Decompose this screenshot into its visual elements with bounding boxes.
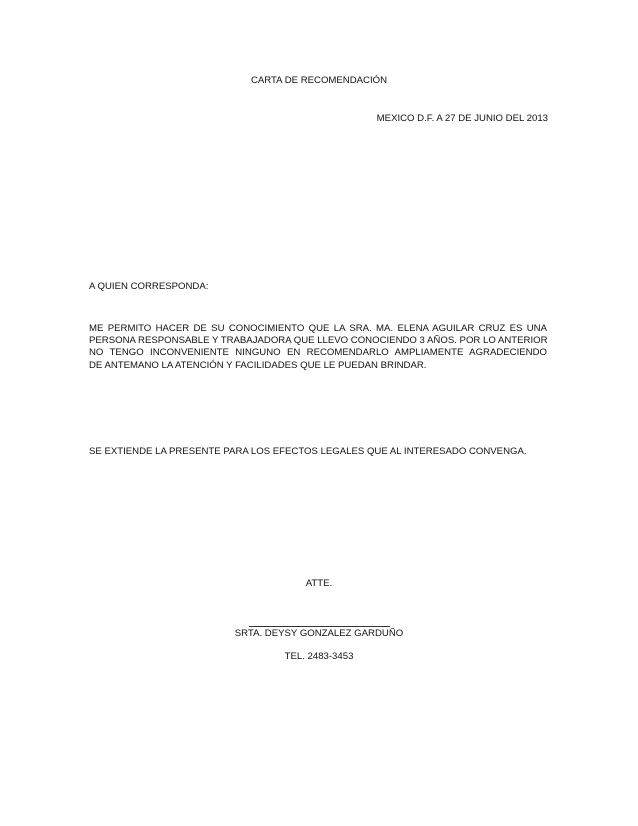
- paragraph-line: ME PERMITO HACER DE SU CONOCIMIENTO QUE LA SRA. MA. ELENA AGUILAR CRUZ ES UNA: [89, 323, 547, 334]
- paragraph-line: PERSONA RESPONSABLE Y TRABAJADORA QUE LLEVO CONOCIENDO 3 AÑOS. POR LO ANTERIOR: [89, 335, 548, 347]
- place-date: MEXICO D.F. A 27 DE JUNIO DEL 2013: [376, 113, 548, 124]
- recommendation-paragraph: [89, 323, 547, 372]
- phone-number: TEL. 2483-3453: [284, 651, 354, 662]
- signer-name: SRTA. DEYSY GONZALEZ GARDUÑO: [234, 628, 404, 639]
- signature-line: [249, 626, 390, 627]
- paragraph-line: DE ANTEMANO LA ATENCIÓN Y FACILIDADES QUE LE PUEDAN BRINDAR.: [89, 359, 427, 371]
- greeting: A QUIEN CORRESPONDA:: [89, 281, 209, 292]
- closing-statement: SE EXTIENDE LA PRESENTE PARA LOS EFECTOS LEGALES QUE AL INTERESADO CONVENGA.: [89, 446, 527, 457]
- letter-title: CARTA DE RECOMENDACIÓN: [250, 75, 388, 86]
- paragraph-line: NO TENGO INCONVENIENTE NINGUNO EN RECOMENDARLO AMPLIAMENTE AGRADECIENDO: [89, 347, 547, 359]
- sign-off: ATTE.: [305, 578, 333, 589]
